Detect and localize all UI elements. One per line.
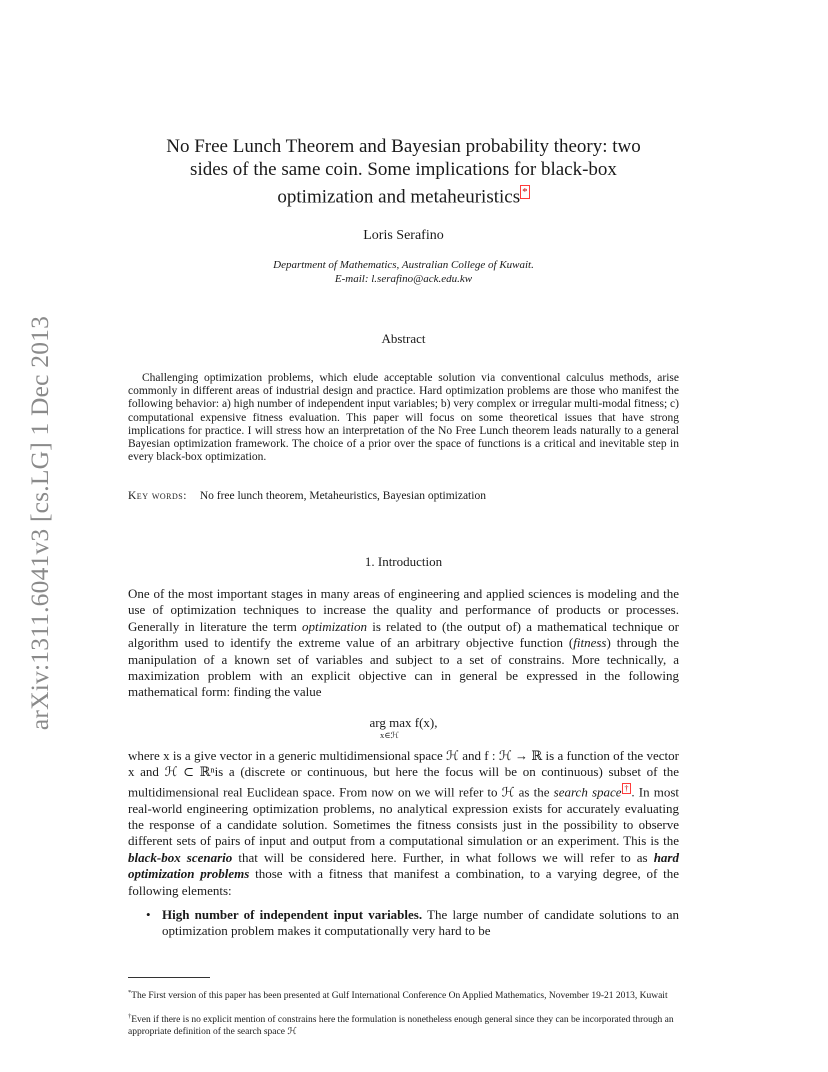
p2-text-e: that will be considered here. Further, in what follows we will refer to as bbox=[232, 849, 654, 865]
footnote-1 bbox=[128, 987, 679, 1003]
author-name: Loris Serafino bbox=[363, 228, 444, 243]
bullet-heading: High number of independent input variables. bbox=[162, 907, 423, 922]
p1-term-optimization: optimization bbox=[302, 618, 368, 634]
list-item bbox=[146, 907, 679, 940]
bullet-icon: • bbox=[146, 907, 151, 922]
intro-paragraph-2 bbox=[128, 748, 679, 899]
affiliation-email: E-mail: l.serafino@ack.edu.kw bbox=[334, 272, 473, 285]
footnote-2 bbox=[128, 1011, 679, 1038]
footnote-2-text: Even if there is no explicit mention of constrains here the formulation is nonetheless enough general since they can be incorporated through an appropriate definition of the search space ℋ bbox=[128, 1015, 674, 1037]
title-line-3: optimization and metaheuristics bbox=[277, 186, 521, 208]
title-line-2: sides of the same coin. Some implications for black-box bbox=[190, 158, 617, 180]
affiliation-department: Department of Mathematics, Australian College of Kuwait. bbox=[273, 259, 534, 271]
title-line-1: No Free Lunch Theorem and Bayesian probability theory: two bbox=[166, 136, 641, 157]
p2-term-black-box: black-box scenario bbox=[128, 849, 233, 865]
footnote-link-dagger[interactable]: † bbox=[623, 783, 630, 793]
keywords-label: Key words: bbox=[128, 490, 187, 502]
p1-text-e: ) through the manipulation of a known set of variables and subject to a set of constrains. More technically, a maximization problem with an explicit objective can in general be expressed in the following mathematical form: finding the value bbox=[128, 635, 679, 700]
equation-subscript: x∈ℋ bbox=[380, 730, 399, 740]
p1-text-a: One of the most important stages in many areas of engineering and applied sciences is modeling and the use of optimization techniques to increase the quality and performance of products or processes. Generally in literature the term bbox=[128, 586, 679, 634]
p2-term-hard-optimization: hard optimization problems bbox=[128, 849, 679, 882]
arxiv-stamp bbox=[18, 300, 62, 745]
p1-term-fitness: fitness bbox=[573, 635, 607, 651]
footnote-1-text: The First version of this paper has been presented at Gulf International Conference On Applied Mathematics, November 19-21 2013, Kuwait bbox=[131, 991, 668, 1002]
equation-argmax bbox=[128, 715, 679, 741]
abstract-heading: Abstract bbox=[381, 331, 426, 346]
intro-paragraph-1 bbox=[128, 586, 679, 701]
p1-text-c: is related to (the output of) a mathematical technique or algorithm used to identify the extreme value of an arbitrary objective function ( bbox=[128, 618, 679, 651]
footnote-1-marker: * bbox=[128, 989, 132, 996]
p2-text-c: . In most real-world engineering optimization problems, no analytical expression exists for accurately evaluating the response of a candidate solution. Sometimes the fitness consists just in the possibility to observe different sets of pairs of input and output from a computational simulation or an experiment. This is the bbox=[128, 784, 679, 849]
arxiv-stamp-text: arXiv:1311.6041v3 [cs.LG] 1 Dec 2013 bbox=[25, 315, 54, 730]
p2-text-g: those with a fitness that manifest a combination, to a varying degree, of the following elements: bbox=[128, 866, 679, 898]
p2-text-a: where x is a give vector in a generic multidimensional space ℋ and f : ℋ → ℝ is a function of the vector x and ℋ ⊂ ℝⁿis a (discrete or continuous, but here the focus will be on continuous) subset of the multidimensional real Euclidean space. From now on we will refer to ℋ as the bbox=[128, 748, 679, 800]
footnote-divider bbox=[128, 977, 210, 978]
section-heading-introduction: 1. Introduction bbox=[364, 554, 443, 569]
author-affiliation bbox=[128, 259, 679, 286]
footnote-2-marker: † bbox=[128, 1013, 132, 1020]
paper-title bbox=[128, 136, 679, 209]
equation-main: arg max f(x), bbox=[369, 715, 438, 730]
title-footnote-link[interactable]: * bbox=[522, 186, 528, 198]
keywords bbox=[128, 490, 679, 502]
keywords-value: No free lunch theorem, Metaheuristics, Bayesian optimization bbox=[199, 490, 486, 502]
abstract-body: Challenging optimization problems, which elude acceptable solution via conventional calculus methods, arise commonly in different areas of industrial design and practice. Hard optimization problems are those who manifest the following behavior: a) high number of independent input variables; b) very complex or irregular multi-modal fitness; c) computational expensive fitness evaluation. This paper will focus on some theoretical issues that have strong implications for practice. I will stress how an interpretation of the No Free Lunch theorem leads naturally to a general Bayesian optimization framework. The choice of a prior over the space of functions is a critical and inevitable step in every black-box optimization. bbox=[128, 372, 679, 464]
bullet-text: The large number of candidate solutions to an optimization problem makes it computationally very hard to be bbox=[162, 907, 680, 939]
p2-term-search-space: search space bbox=[553, 784, 622, 800]
